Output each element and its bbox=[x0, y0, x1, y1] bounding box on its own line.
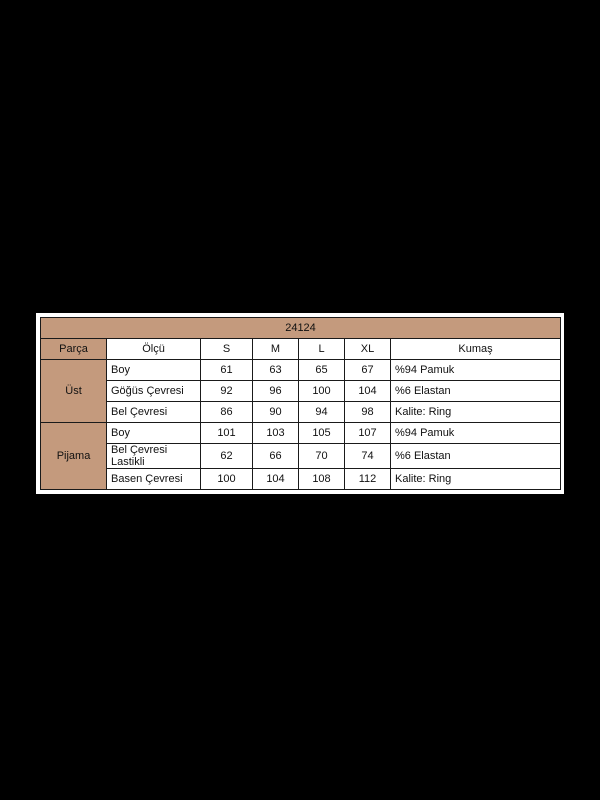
measure-label: Bel Çevresi Lastikli bbox=[107, 444, 201, 469]
value-xl: 104 bbox=[345, 381, 391, 402]
table-row bbox=[41, 360, 561, 381]
fabric-value: %6 Elastan bbox=[391, 444, 561, 469]
value-s: 61 bbox=[201, 360, 253, 381]
fabric-value: %94 Pamuk bbox=[391, 360, 561, 381]
measure-label: Boy bbox=[107, 423, 201, 444]
value-s: 86 bbox=[201, 402, 253, 423]
header-fabric: Kumaş bbox=[391, 339, 561, 360]
header-size-s: S bbox=[201, 339, 253, 360]
table-title-row bbox=[41, 318, 561, 339]
value-xl: 112 bbox=[345, 469, 391, 490]
value-l: 108 bbox=[299, 469, 345, 490]
value-l: 65 bbox=[299, 360, 345, 381]
size-chart-table bbox=[40, 317, 561, 490]
value-xl: 67 bbox=[345, 360, 391, 381]
value-l: 105 bbox=[299, 423, 345, 444]
size-chart-container bbox=[36, 313, 564, 494]
fabric-value: %6 Elastan bbox=[391, 381, 561, 402]
measure-label: Göğüs Çevresi bbox=[107, 381, 201, 402]
value-s: 101 bbox=[201, 423, 253, 444]
header-size-m: M bbox=[253, 339, 299, 360]
value-m: 90 bbox=[253, 402, 299, 423]
value-m: 66 bbox=[253, 444, 299, 469]
product-code: 24124 bbox=[41, 318, 561, 339]
value-l: 70 bbox=[299, 444, 345, 469]
group-label-pijama: Pijama bbox=[41, 423, 107, 490]
measure-label: Basen Çevresi bbox=[107, 469, 201, 490]
table-row bbox=[41, 444, 561, 469]
group-label-ust: Üst bbox=[41, 360, 107, 423]
header-part: Parça bbox=[41, 339, 107, 360]
value-s: 92 bbox=[201, 381, 253, 402]
value-s: 62 bbox=[201, 444, 253, 469]
header-size-l: L bbox=[299, 339, 345, 360]
value-l: 100 bbox=[299, 381, 345, 402]
measure-label: Boy bbox=[107, 360, 201, 381]
header-size-xl: XL bbox=[345, 339, 391, 360]
value-m: 63 bbox=[253, 360, 299, 381]
table-row bbox=[41, 381, 561, 402]
table-row bbox=[41, 469, 561, 490]
value-xl: 98 bbox=[345, 402, 391, 423]
table-row bbox=[41, 423, 561, 444]
fabric-value: Kalite: Ring bbox=[391, 402, 561, 423]
fabric-value: Kalite: Ring bbox=[391, 469, 561, 490]
value-l: 94 bbox=[299, 402, 345, 423]
value-s: 100 bbox=[201, 469, 253, 490]
value-m: 104 bbox=[253, 469, 299, 490]
fabric-value: %94 Pamuk bbox=[391, 423, 561, 444]
table-row bbox=[41, 402, 561, 423]
value-xl: 107 bbox=[345, 423, 391, 444]
value-m: 103 bbox=[253, 423, 299, 444]
measure-label: Bel Çevresi bbox=[107, 402, 201, 423]
value-xl: 74 bbox=[345, 444, 391, 469]
value-m: 96 bbox=[253, 381, 299, 402]
header-measure: Ölçü bbox=[107, 339, 201, 360]
table-header-row bbox=[41, 339, 561, 360]
